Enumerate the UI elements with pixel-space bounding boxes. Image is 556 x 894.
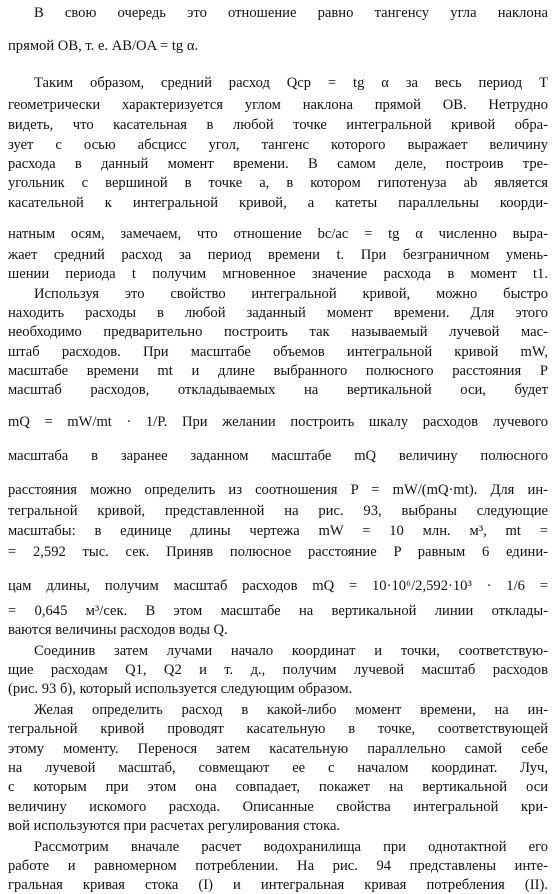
text-line: расхода в данный момент времени. В самом деле, построив тре-	[8, 156, 548, 172]
text-line: масштабе времени mt и длине выбранного полюсного расстояния P	[8, 363, 548, 379]
text-line: прямой OB, т. е. AB/OA = tg α.	[8, 38, 199, 54]
text-line: ваются величины расходов воды Q.	[8, 622, 228, 638]
text-line: Рассмотрим вначале расчет водохранилища при однотактной его	[34, 839, 548, 855]
text-line: тегральной кривой, представленной на рис. 93, выбраны следующие	[8, 503, 548, 519]
text-line: касательной к интегральной кривой, а катеты параллельны коорди-	[8, 195, 548, 211]
text-line: = 2,592 тыс. сек. Приняв полюсное расстояние P равным 6 едини-	[8, 544, 548, 560]
text-line: угольник с вершиной в точке a, в котором гипотенуза ab является	[8, 175, 548, 191]
text-line: масштаб расходов, откладываемых на вертикальной оси, будет	[8, 382, 548, 398]
text-line: находить расходы в любой заданный момент времени. Для этого	[8, 305, 548, 321]
text-line: этому моменту. Перенося затем касательную параллельно самой себе	[8, 741, 548, 757]
text-line: mQ = mW/mt · 1/P. При желании построить шкалу расходов лучевого	[8, 414, 548, 430]
text-line: = 0,645 м³/сек. В этом масштабе на вертикальной линии отклады-	[8, 603, 548, 619]
text-line: шении периода t получим мгновенное значение расхода в момент t1.	[8, 266, 548, 282]
text-line: видеть, что касательная в любой точке интегральной кривой обра-	[8, 117, 548, 133]
text-line: жает средний расход за период времени t. При безграничном умень-	[8, 247, 548, 263]
text-line: зует с осью абсцисс угол, тангенс которого выражает величину	[8, 137, 548, 153]
text-line: на лучевой масштаб, совмещают ее с началом координат. Луч,	[8, 760, 548, 776]
text-line: масштаба в заранее заданном масштабе mQ величину полюсного	[8, 448, 548, 464]
text-line: необходимо предварительно построить так называемый лучевой мас-	[8, 324, 548, 340]
text-line: Таким образом, средний расход Qср = tg α за весь период T	[34, 75, 548, 91]
text-line: Соединив затем лучами начало координат и точки, соответствую-	[34, 643, 548, 659]
text-line: с которым при этом она совпадает, покажет на вертикальной оси	[8, 779, 548, 795]
text-line: Желая определить расход в какой-либо момент времени, на ин-	[34, 702, 548, 718]
text-line: натным осям, замечаем, что отношение bc/ac = tg α численно выра-	[8, 226, 548, 242]
text-line: щие расходам Q1, Q2 и т. д., получим лучевой масштаб расходов	[8, 662, 548, 678]
text-line: цам длины, получим масштаб расходов mQ = 10·10⁶/2,592·10³ · 1/6 =	[8, 578, 548, 594]
text-line: (рис. 93 б), который используется следующим образом.	[8, 681, 353, 697]
text-line: гральная кривая стока (I) и интегральная кривая потребления (II).	[8, 877, 548, 893]
text-line: вой используются при расчетах регулирования стока.	[8, 818, 341, 834]
text-line: штаб расходов. При масштабе объемов интегральной кривой mW,	[8, 344, 548, 360]
text-line: Используя это свойство интегральной кривой, можно быстро	[34, 286, 548, 302]
text-line: величину искомого расхода. Описанные свойства интегральной кри-	[8, 799, 548, 815]
text-line: тегральной кривой проводят касательную в точке, соответствующей	[8, 721, 548, 737]
text-line: расстояния можно определить из соотношения P = mW/(mQ·mt). Для ин-	[8, 482, 548, 498]
text-line: геометрически характеризуется углом наклона прямой OB. Нетрудно	[8, 97, 548, 113]
text-line: масштабы: в единице длины чертежа mW = 10 млн. м³, mt =	[8, 523, 548, 539]
text-line: работе и равномерном потреблении. На рис. 94 представлены инте-	[8, 858, 548, 874]
text-line: В свою очередь это отношение равно тангенсу угла наклона	[34, 5, 548, 21]
